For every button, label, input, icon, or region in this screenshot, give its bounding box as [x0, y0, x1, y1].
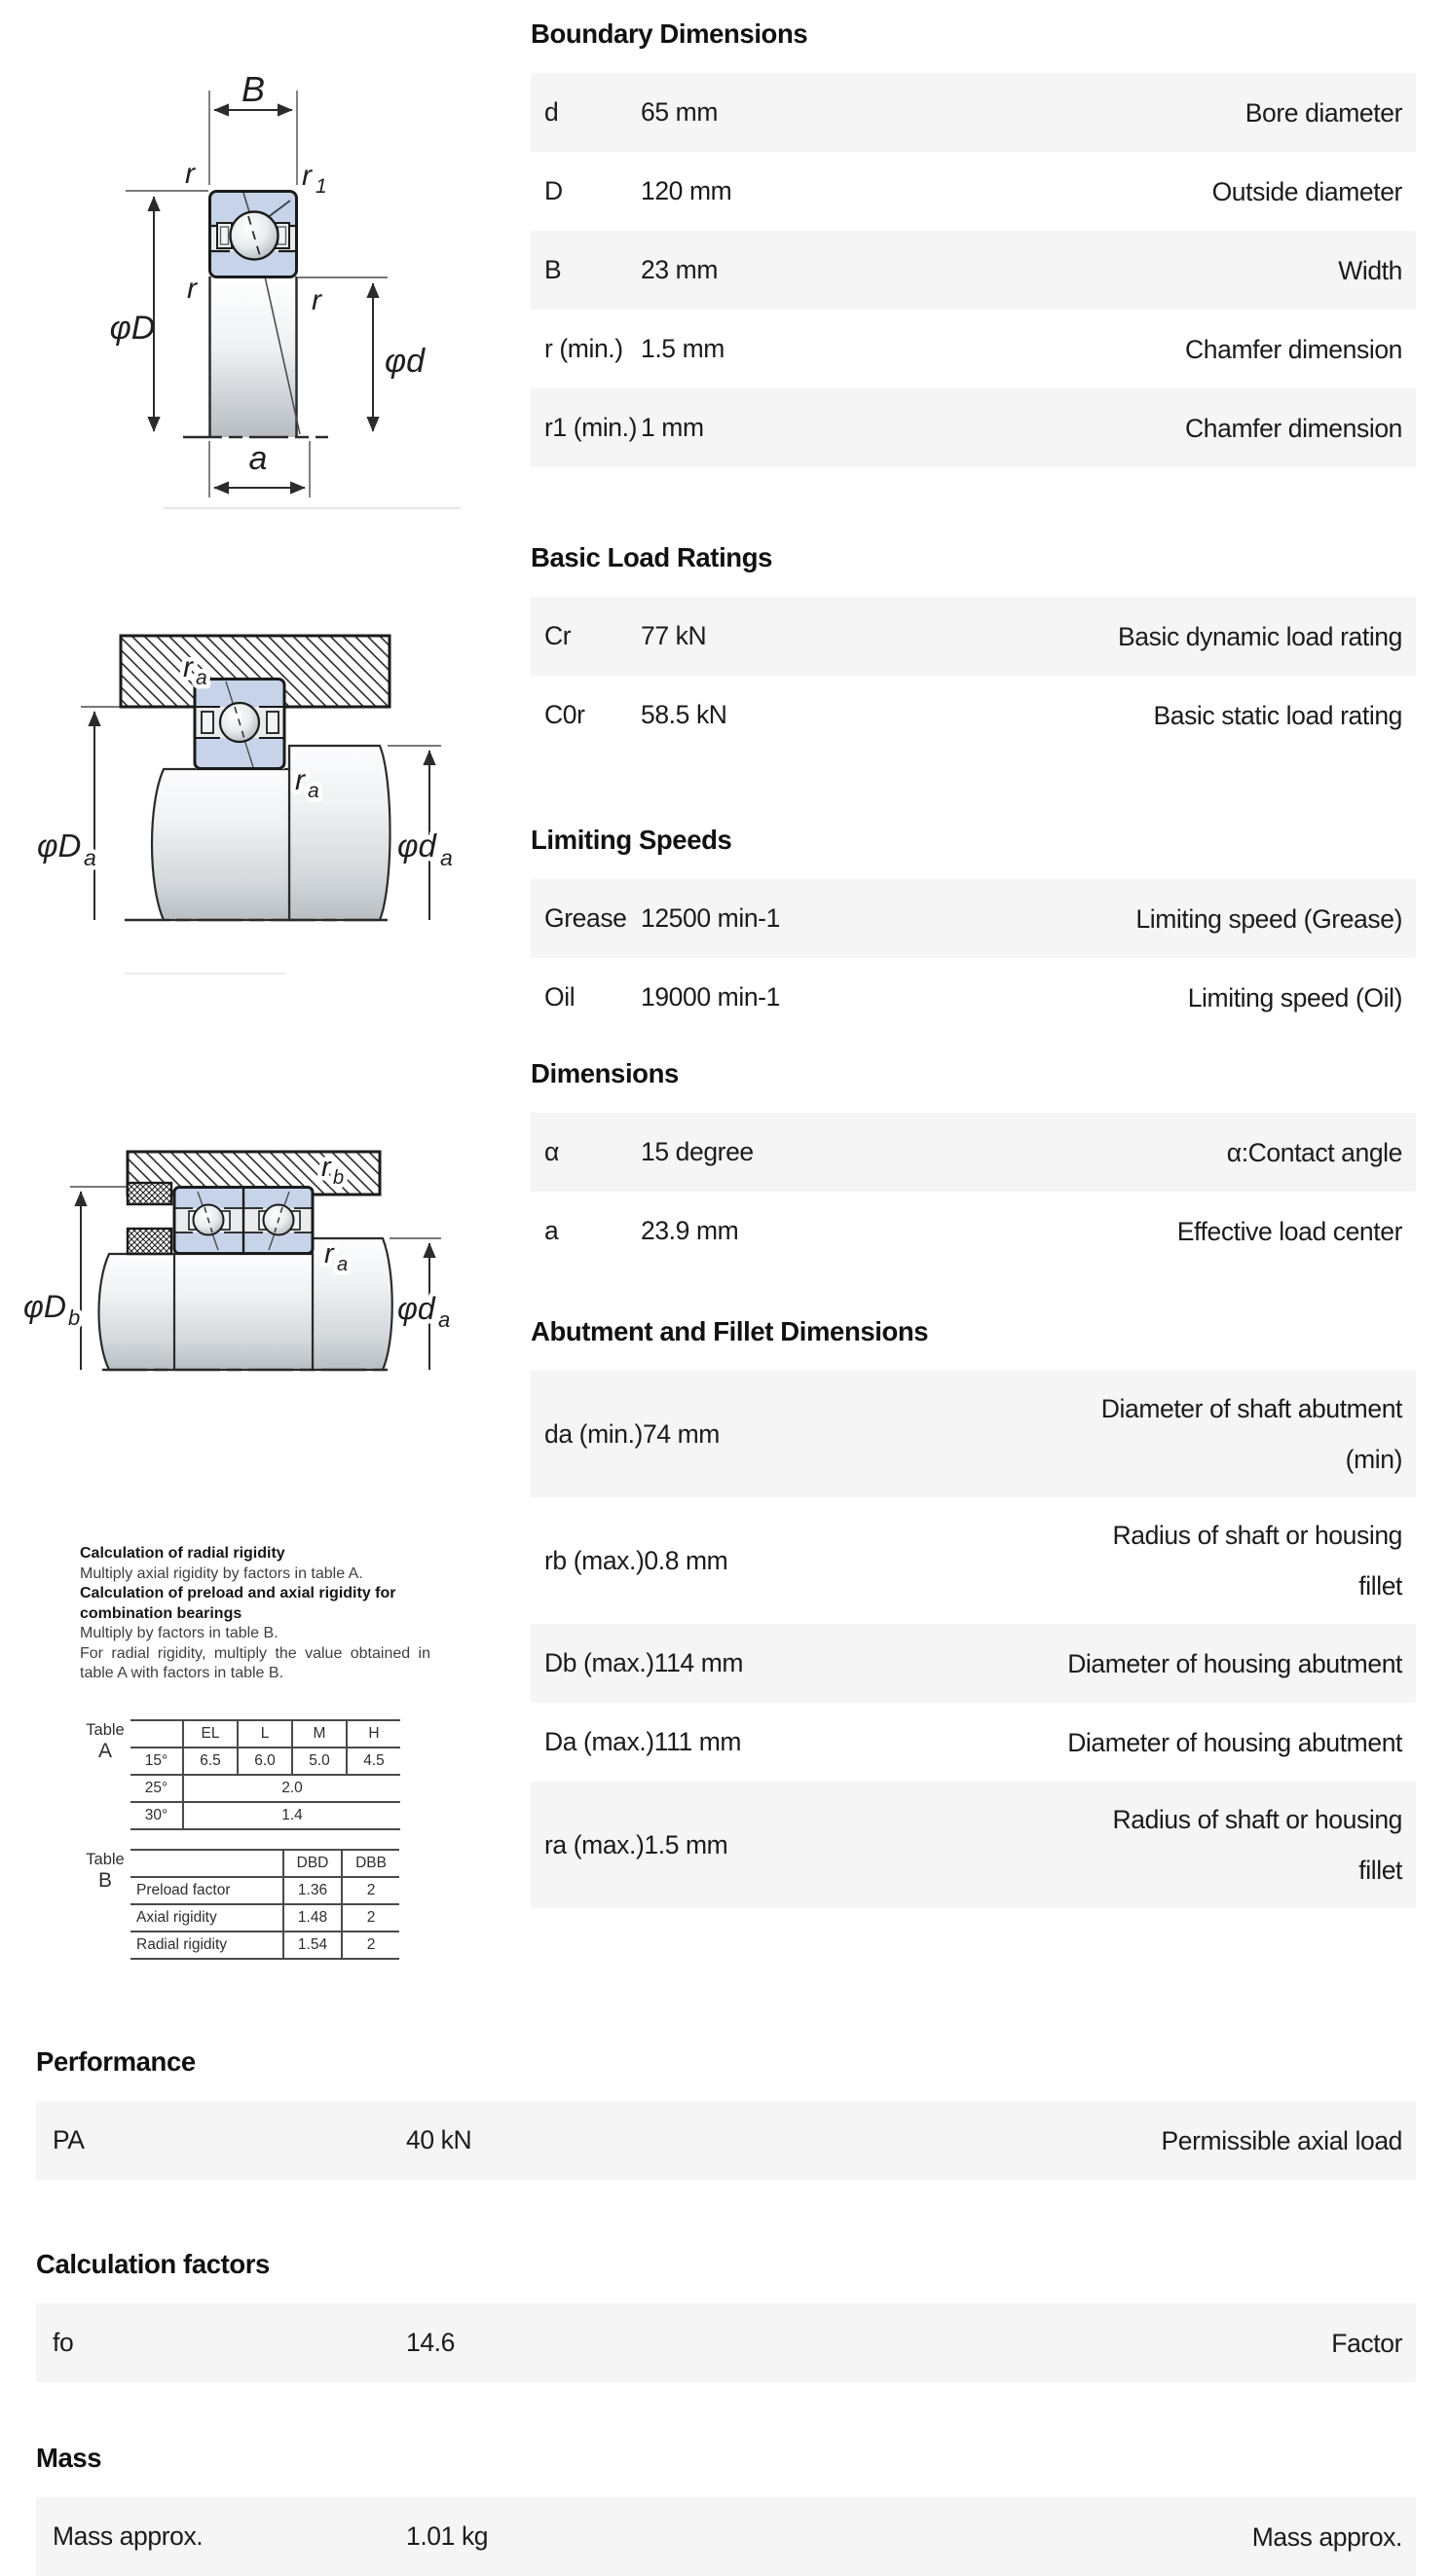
spec-table	[531, 73, 1416, 467]
shaft	[171, 1254, 313, 1370]
row-value: 23.9 mm	[641, 1216, 739, 1245]
row-desc: Chamfer dimension	[1185, 413, 1402, 443]
label-phiD: φD	[109, 310, 156, 347]
inner-spacer	[128, 1229, 171, 1254]
label-phida: φd	[397, 1291, 435, 1326]
row-desc: Limiting speed (Oil)	[1187, 982, 1402, 1012]
row-value: 111 mm	[653, 1727, 742, 1756]
spec-row	[36, 2497, 1416, 2576]
row-value: 12500 min-1	[641, 903, 780, 933]
spec-table	[531, 597, 1416, 754]
spec-row	[531, 1113, 1416, 1192]
row-value: 1 mm	[641, 413, 704, 442]
row-label: PA	[53, 2125, 85, 2154]
spec-row	[531, 1192, 1416, 1270]
label-ra-housing-sub: a	[196, 667, 207, 689]
label-phid: φd	[385, 343, 426, 380]
shaft	[152, 769, 289, 920]
row-value: 74 mm	[642, 1418, 720, 1449]
row-label: C0r	[544, 700, 585, 729]
outer-spacer	[128, 1183, 171, 1204]
row-desc: Diameter of housing abutment	[1067, 1648, 1402, 1678]
label-ra-shaft: r	[295, 764, 305, 796]
spec-table	[531, 1113, 1416, 1270]
row-label: α	[544, 1137, 559, 1166]
label-phiDb: φD	[23, 1289, 66, 1324]
note-text: Multiply by factors in table B.	[80, 1625, 279, 1641]
label-B: B	[241, 69, 266, 109]
section-abutment-fillet	[531, 1312, 1416, 1908]
row-value: 77 kN	[641, 621, 707, 650]
row-value: 14.6	[406, 2328, 455, 2357]
section-dimensions	[531, 1054, 1416, 1270]
diagram-duplex-bearings	[0, 1061, 516, 1412]
row-desc: Diameter of housing abutment	[1067, 1727, 1402, 1757]
section-title: Mass	[36, 2443, 102, 2473]
row-value: 58.5 kN	[641, 700, 727, 729]
label-r1-sub: 1	[316, 175, 327, 198]
row-label: ra (max.)	[544, 1829, 645, 1859]
row-desc: Bore diameter	[1245, 97, 1402, 128]
section-title: Calculation factors	[36, 2249, 270, 2279]
note-text: For radial rigidity, multiply the value obtained in table A with factors in table B.	[80, 1644, 430, 1681]
label-phiDa-sub: a	[84, 845, 96, 870]
row-desc: Basic static load rating	[1153, 700, 1402, 730]
label-r-mid-left: r	[187, 273, 197, 305]
label-rb: r	[321, 1152, 331, 1183]
section-calculation-factors	[36, 2245, 1416, 2382]
section-title: Limiting Speeds	[531, 825, 732, 855]
row-label: d	[544, 97, 559, 127]
shaft-left	[99, 1254, 175, 1370]
section-basic-load-ratings	[531, 538, 1416, 754]
row-value: 40 kN	[406, 2125, 472, 2154]
row-label: Cr	[544, 621, 572, 650]
row-label: a	[544, 1216, 559, 1245]
row-label: fo	[53, 2328, 74, 2357]
row-label: Oil	[544, 982, 576, 1012]
table-b	[80, 1849, 399, 1960]
diagram-bearing-cross-section	[97, 29, 506, 516]
row-desc: Radius of shaft or housing fillet	[1112, 1805, 1402, 1885]
table-a-grid: EL L M H 15° 6.5 6.0 5.0 4.5 25° 2.0 30° 1.4	[130, 1719, 400, 1830]
row-value: 15 degree	[641, 1137, 754, 1166]
label-rb-sub: b	[333, 1167, 345, 1189]
label-phiDa: φD	[37, 828, 82, 864]
spec-table	[36, 2303, 1416, 2382]
row-desc: Factor	[1331, 2328, 1402, 2358]
spec-row	[36, 2101, 1416, 2180]
label-ra-sub: a	[337, 1254, 349, 1275]
row-label: B	[544, 255, 562, 284]
spec-row	[531, 1703, 1416, 1782]
row-label: Mass approx.	[53, 2521, 204, 2551]
section-boundary-dimensions	[531, 15, 1416, 467]
section-title: Abutment and Fillet Dimensions	[531, 1316, 929, 1346]
section-performance	[36, 2042, 1416, 2180]
section-mass	[36, 2439, 1416, 2576]
label-phida-sub: a	[438, 1307, 451, 1332]
label-a: a	[248, 440, 268, 477]
label-r1: r	[302, 160, 312, 192]
spec-row	[531, 388, 1416, 467]
spec-table	[531, 879, 1416, 1037]
row-value: 1.5 mm	[644, 1829, 728, 1859]
spec-row	[531, 1624, 1416, 1703]
spec-row	[531, 1782, 1416, 1908]
label-phiDb-sub: b	[68, 1306, 81, 1330]
spec-row	[531, 73, 1416, 152]
label-ra-shaft-sub: a	[308, 780, 319, 802]
bearing	[195, 680, 284, 770]
row-desc: Width	[1338, 255, 1402, 285]
spec-row	[531, 958, 1416, 1037]
row-value: 120 mm	[641, 176, 732, 205]
row-label: rb (max.)	[544, 1545, 645, 1575]
row-label: da (min.)	[544, 1418, 643, 1449]
label-phida-sub: a	[440, 845, 453, 870]
label-ra: r	[324, 1238, 334, 1270]
row-desc: Chamfer dimension	[1185, 334, 1402, 364]
row-value: 23 mm	[641, 255, 718, 284]
row-value: 1.5 mm	[641, 334, 724, 363]
label-phida: φd	[397, 828, 436, 864]
label-r-mid-right: r	[312, 284, 321, 316]
row-label: Db (max.)	[544, 1648, 654, 1677]
spec-row	[531, 676, 1416, 754]
row-value: 114 mm	[653, 1648, 744, 1677]
spec-row	[531, 879, 1416, 958]
note-heading: Calculation of preload and axial rigidity for combination bearings	[80, 1585, 396, 1622]
row-desc: Mass approx.	[1251, 2521, 1402, 2552]
label-ra-housing: r	[183, 651, 193, 683]
spec-table	[36, 2497, 1416, 2576]
spec-row	[531, 1371, 1416, 1497]
row-value: 1.01 kg	[406, 2521, 489, 2551]
row-desc: Basic dynamic load rating	[1118, 621, 1402, 651]
rigidity-notes	[80, 1544, 430, 1684]
table-b-label: Table B	[86, 1851, 125, 1892]
spec-row	[36, 2303, 1416, 2382]
row-value: 65 mm	[641, 97, 718, 127]
row-desc: Limiting speed (Grease)	[1135, 903, 1402, 934]
note-text: Multiply axial rigidity by factors in table A.	[80, 1564, 363, 1582]
row-desc: Radius of shaft or housing fillet	[1112, 1521, 1402, 1601]
spec-table	[36, 2101, 1416, 2180]
section-limiting-speeds	[531, 821, 1416, 1037]
row-desc: Effective load center	[1176, 1216, 1402, 1246]
row-desc: Outside diameter	[1211, 176, 1402, 206]
spec-row	[531, 231, 1416, 310]
row-desc: Permissible axial load	[1161, 2125, 1402, 2155]
spec-row	[531, 310, 1416, 388]
row-label: r (min.)	[544, 334, 623, 363]
section-title: Basic Load Ratings	[531, 542, 772, 572]
note-heading: Calculation of radial rigidity	[80, 1545, 285, 1562]
diagram-mounted-bearing	[0, 584, 516, 1051]
row-label: D	[544, 176, 563, 205]
bearing-pair	[174, 1187, 313, 1254]
row-value: 19000 min-1	[641, 982, 780, 1012]
row-value: 0.8 mm	[644, 1545, 728, 1575]
section-title: Dimensions	[531, 1058, 679, 1088]
table-a-label: Table A	[86, 1721, 125, 1762]
row-label: Da (max.)	[544, 1727, 654, 1756]
spec-row	[531, 152, 1416, 231]
row-label: Grease	[544, 903, 627, 933]
section-title: Performance	[36, 2046, 196, 2077]
row-desc: Diameter of shaft abutment (min)	[1100, 1394, 1402, 1474]
table-a	[80, 1719, 400, 1830]
row-desc: α:Contact angle	[1226, 1137, 1402, 1167]
spec-table	[531, 1371, 1416, 1908]
spec-row	[531, 1497, 1416, 1624]
row-label: r1 (min.)	[544, 413, 638, 442]
spec-row	[531, 597, 1416, 676]
label-r-top-left: r	[185, 158, 195, 190]
table-b-grid: DBD DBB Preload factor 1.36 2 Axial rigidity 1.48 2 Radial rigidity 1.54 2	[130, 1849, 399, 1960]
section-title: Boundary Dimensions	[531, 18, 808, 49]
